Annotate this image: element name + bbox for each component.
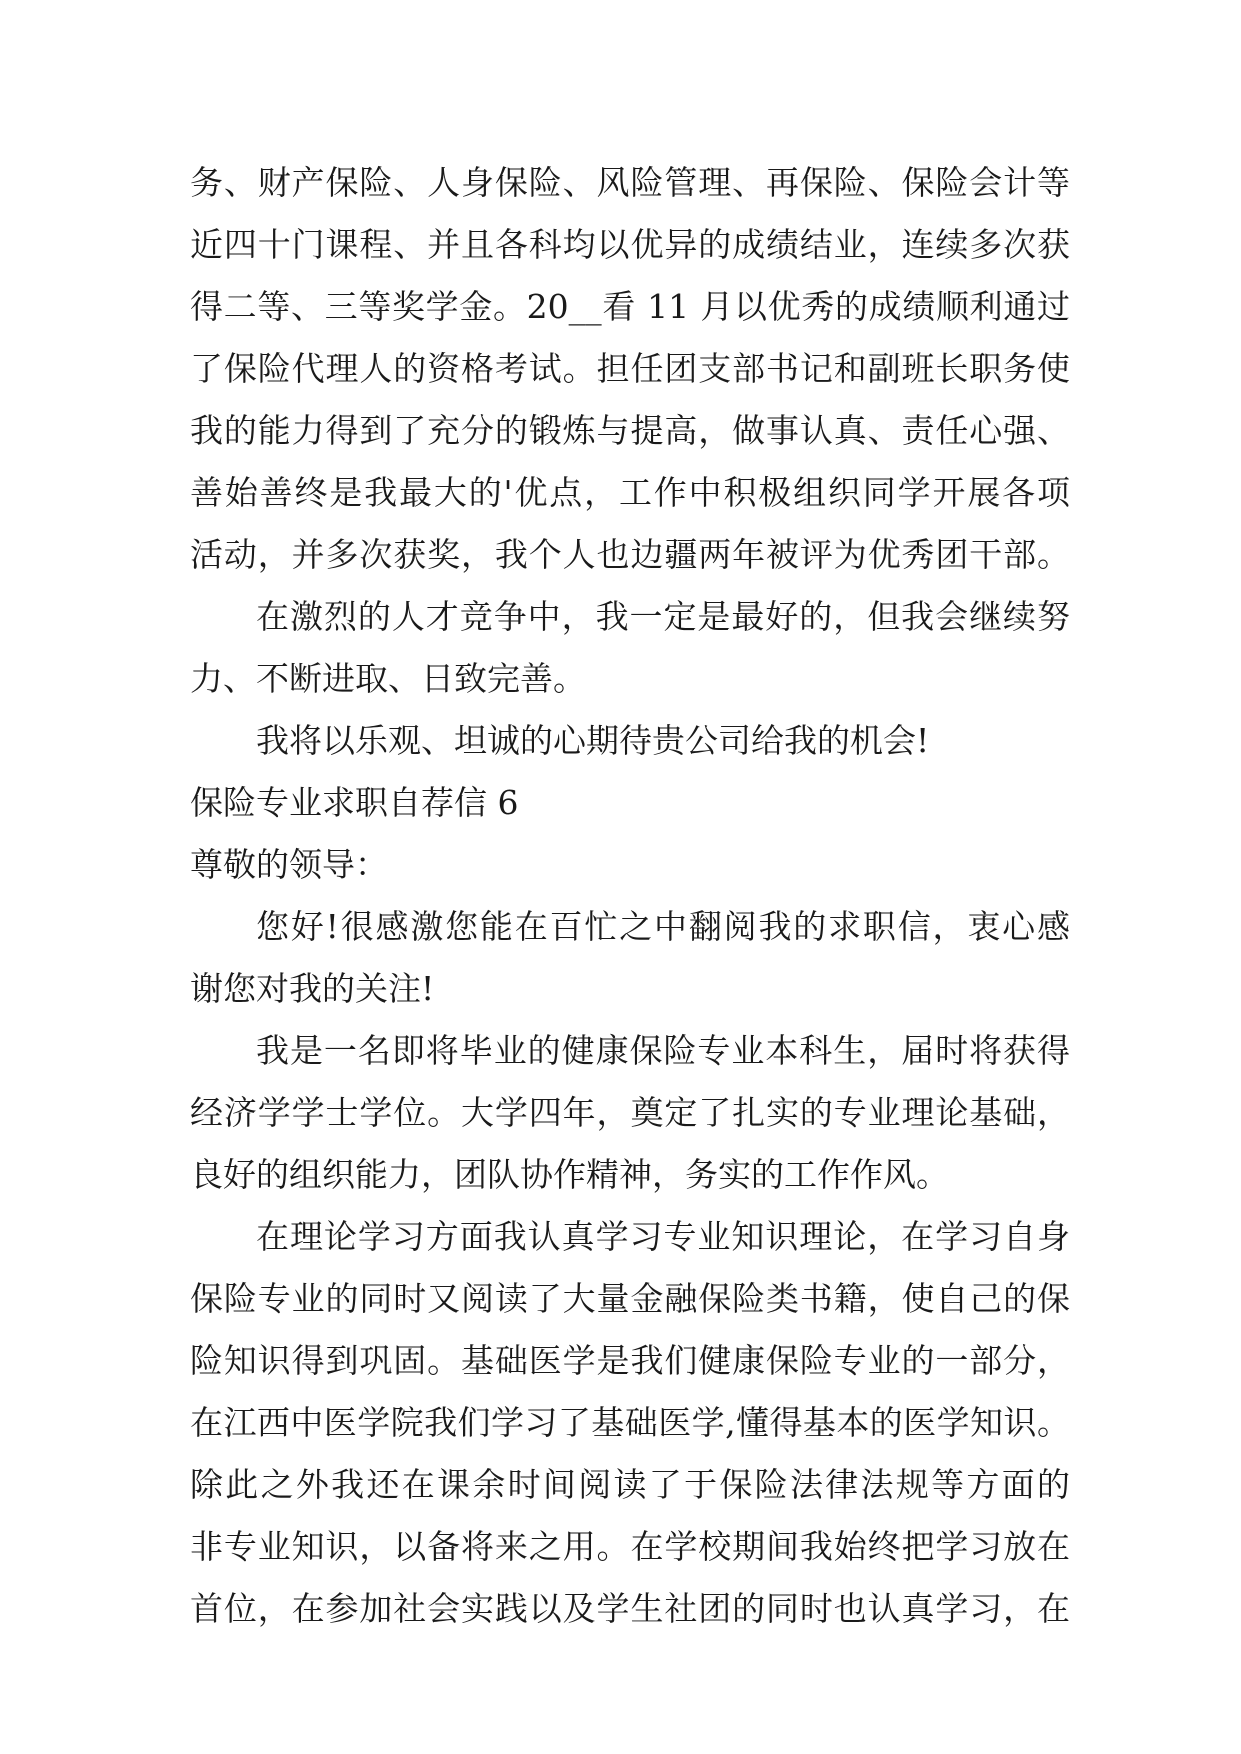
text-line: 得二等、三等奖学金。20__看 11 月以优秀的成绩顺利通过 [190, 287, 1070, 326]
paragraph-start-line: 我将以乐观、坦诚的心期待贵公司给我的机会! [256, 721, 930, 760]
text-line: 良好的组织能力，团队协作精神，务实的工作作风。 [190, 1155, 949, 1194]
text-line: 险知识得到巩固。基础医学是我们健康保险专业的一部分， [190, 1341, 1070, 1380]
text-line: 经济学学士学位。大学四年，奠定了扎实的专业理论基础， [190, 1093, 1070, 1132]
text-line: 首位，在参加社会实践以及学生社团的同时也认真学习，在 [190, 1589, 1070, 1628]
text-line: 力、不断进取、日致完善。 [190, 659, 586, 698]
paragraph-start-line: 我是一名即将毕业的健康保险专业本科生，届时将获得 [256, 1031, 1070, 1070]
text-line: 非专业知识，以备将来之用。在学校期间我始终把学习放在 [190, 1527, 1070, 1566]
text-line: 除此之外我还在课余时间阅读了于保险法律法规等方面的 [190, 1465, 1070, 1504]
text-line: 了保险代理人的资格考试。担任团支部书记和副班长职务使 [190, 349, 1070, 388]
text-line: 谢您对我的关注! [190, 969, 435, 1008]
text-line: 善始善终是我最大的'优点，工作中积极组织同学开展各项 [190, 473, 1070, 512]
text-line: 保险专业的同时又阅读了大量金融保险类书籍，使自己的保 [190, 1279, 1070, 1318]
paragraph-start-line: 在激烈的人才竞争中，我一定是最好的，但我会继续努 [256, 597, 1070, 636]
text-line: 活动，并多次获奖，我个人也边疆两年被评为优秀团干部。 [190, 535, 1070, 574]
paragraph-start-line: 您好!很感激您能在百忙之中翻阅我的求职信，衷心感 [256, 907, 1070, 946]
paragraph-start-line: 在理论学习方面我认真学习专业知识理论，在学习自身 [256, 1217, 1070, 1256]
salutation: 尊敬的领导： [190, 845, 388, 884]
text-line: 在江西中医学院我们学习了基础医学,懂得基本的医学知识。 [190, 1403, 1070, 1442]
text-line: 近四十门课程、并且各科均以优异的成绩结业，连续多次获 [190, 225, 1070, 264]
letter-heading: 保险专业求职自荐信 6 [190, 783, 519, 822]
text-line: 我的能力得到了充分的锻炼与提高，做事认真、责任心强、 [190, 411, 1070, 450]
body-text [190, 152, 1070, 1640]
text-line: 务、财产保险、人身保险、风险管理、再保险、保险会计等 [190, 163, 1070, 202]
